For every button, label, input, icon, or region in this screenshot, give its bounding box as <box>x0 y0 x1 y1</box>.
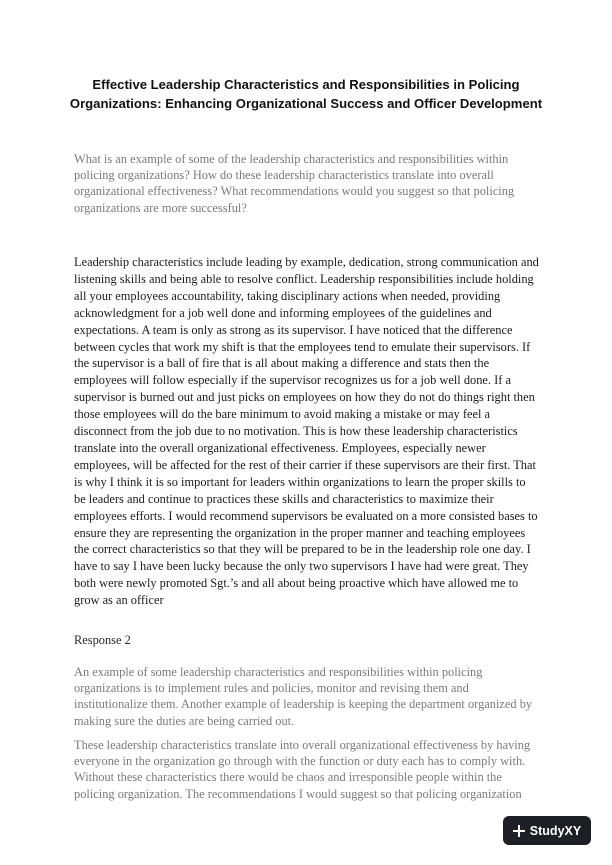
answer-line: listening skills and being able to resolve conflict. Leadership responsibilities include holding <box>74 271 534 286</box>
response-line: An example of some leadership characteristics and responsibilities within policing <box>74 665 483 679</box>
answer-line: Leadership characteristics include leading by example, dedication, strong communication and <box>74 255 539 269</box>
response-line: making sure the duties are being carried out. <box>74 713 295 728</box>
response-heading-text: Response 2 <box>74 633 131 647</box>
answer-line: both were newly promoted Sgt.’s and all about being proactive which have allowed me to <box>74 576 519 591</box>
answer-line: translate into the overall organizational effectiveness. Employees, especially newer <box>74 440 486 455</box>
studyxy-badge[interactable] <box>503 816 591 845</box>
answer-line: supervisor is burned out and just picks on employees on how they do not do things right then <box>74 390 535 405</box>
answer-line: expectations. A team is only as strong as its supervisor. I have noticed that the difference <box>74 322 513 337</box>
answer-line: all your employees accountability, taking disciplinary actions when needed, providing <box>74 288 501 303</box>
answer-line: be leaders and continue to practices these skills and characteristics to maximize their <box>74 491 494 506</box>
answer-line: grow as an officer <box>74 593 164 608</box>
document-title <box>40 75 572 113</box>
answer-line: between cycles that work my shift is that the employees tend to emulate their supervisors. If <box>74 339 531 354</box>
question-line: What is an example of some of the leadership characteristics and responsibilities within <box>74 152 509 166</box>
answer-line: employees, will be affected for the rest of their carrier if these supervisors are their first. That <box>74 457 536 472</box>
response-line: policing organization. The recommendations I would suggest so that policing organization <box>74 786 522 801</box>
answer-line: the correct characteristics so that they will be prepared to be in the leadership role one day. I <box>74 542 531 557</box>
studyxy-brand-text: StudyXY <box>529 823 582 838</box>
answer-line: those employees will do the bare minimum to avoid making a mistake or may feel a <box>74 407 491 422</box>
answer-line: the supervisor is a ball of fire that is all about making a difference and stats then the <box>74 356 490 371</box>
question-paragraph <box>74 151 544 216</box>
answer-line: ensure they are representing the organization in the proper manner and teaching employees <box>74 525 526 540</box>
answer-line: is why I think it is so important for leaders within organizations to learn the proper skills to <box>74 474 526 489</box>
answer-line: acknowledgment for a job well done and informing employees of the guidelines and <box>74 305 492 320</box>
question-line: policing organizations? How do these leadership characteristics translate into overall <box>74 168 494 183</box>
response-paragraph-1 <box>74 664 544 729</box>
plus-icon <box>513 825 525 837</box>
response-paragraph-2 <box>74 737 544 802</box>
answer-line: employees will follow especially if the supervisor recognizes us for a job well done. If a <box>74 373 511 388</box>
response-line: Without these characteristics there would be chaos and irresponsible people within the <box>74 770 502 785</box>
response-line: These leadership characteristics translate into overall organizational effectiveness by having <box>74 738 531 752</box>
title-line: Organizations: Enhancing Organizational Success and Officer Development <box>69 96 543 111</box>
answer-paragraph <box>74 254 544 609</box>
question-line: organizations are more successful? <box>74 200 247 215</box>
response-line: organizations is to implement rules and policies, monitor and revising them and <box>74 681 469 696</box>
response-line: institutionalize them. Another example of leadership is keeping the department organized by <box>74 697 533 712</box>
response-heading <box>74 632 544 648</box>
title-line: Effective Leadership Characteristics and Responsibilities in Policing <box>92 77 520 92</box>
response-line: everyone in the organization go through with the function or duty each has to comply with. <box>74 754 526 769</box>
answer-line: employees efforts. I would recommend supervisors be evaluated on a more consisted bases to <box>74 508 538 523</box>
answer-line: disconnect from the job due to no motivation. This is how these leadership characteristics <box>74 424 518 439</box>
answer-line: have to say I have been lucky because the only two supervisors I have had were great. They <box>74 559 529 574</box>
question-line: organizational effectiveness? What recommendations would you suggest so that policing <box>74 184 515 199</box>
